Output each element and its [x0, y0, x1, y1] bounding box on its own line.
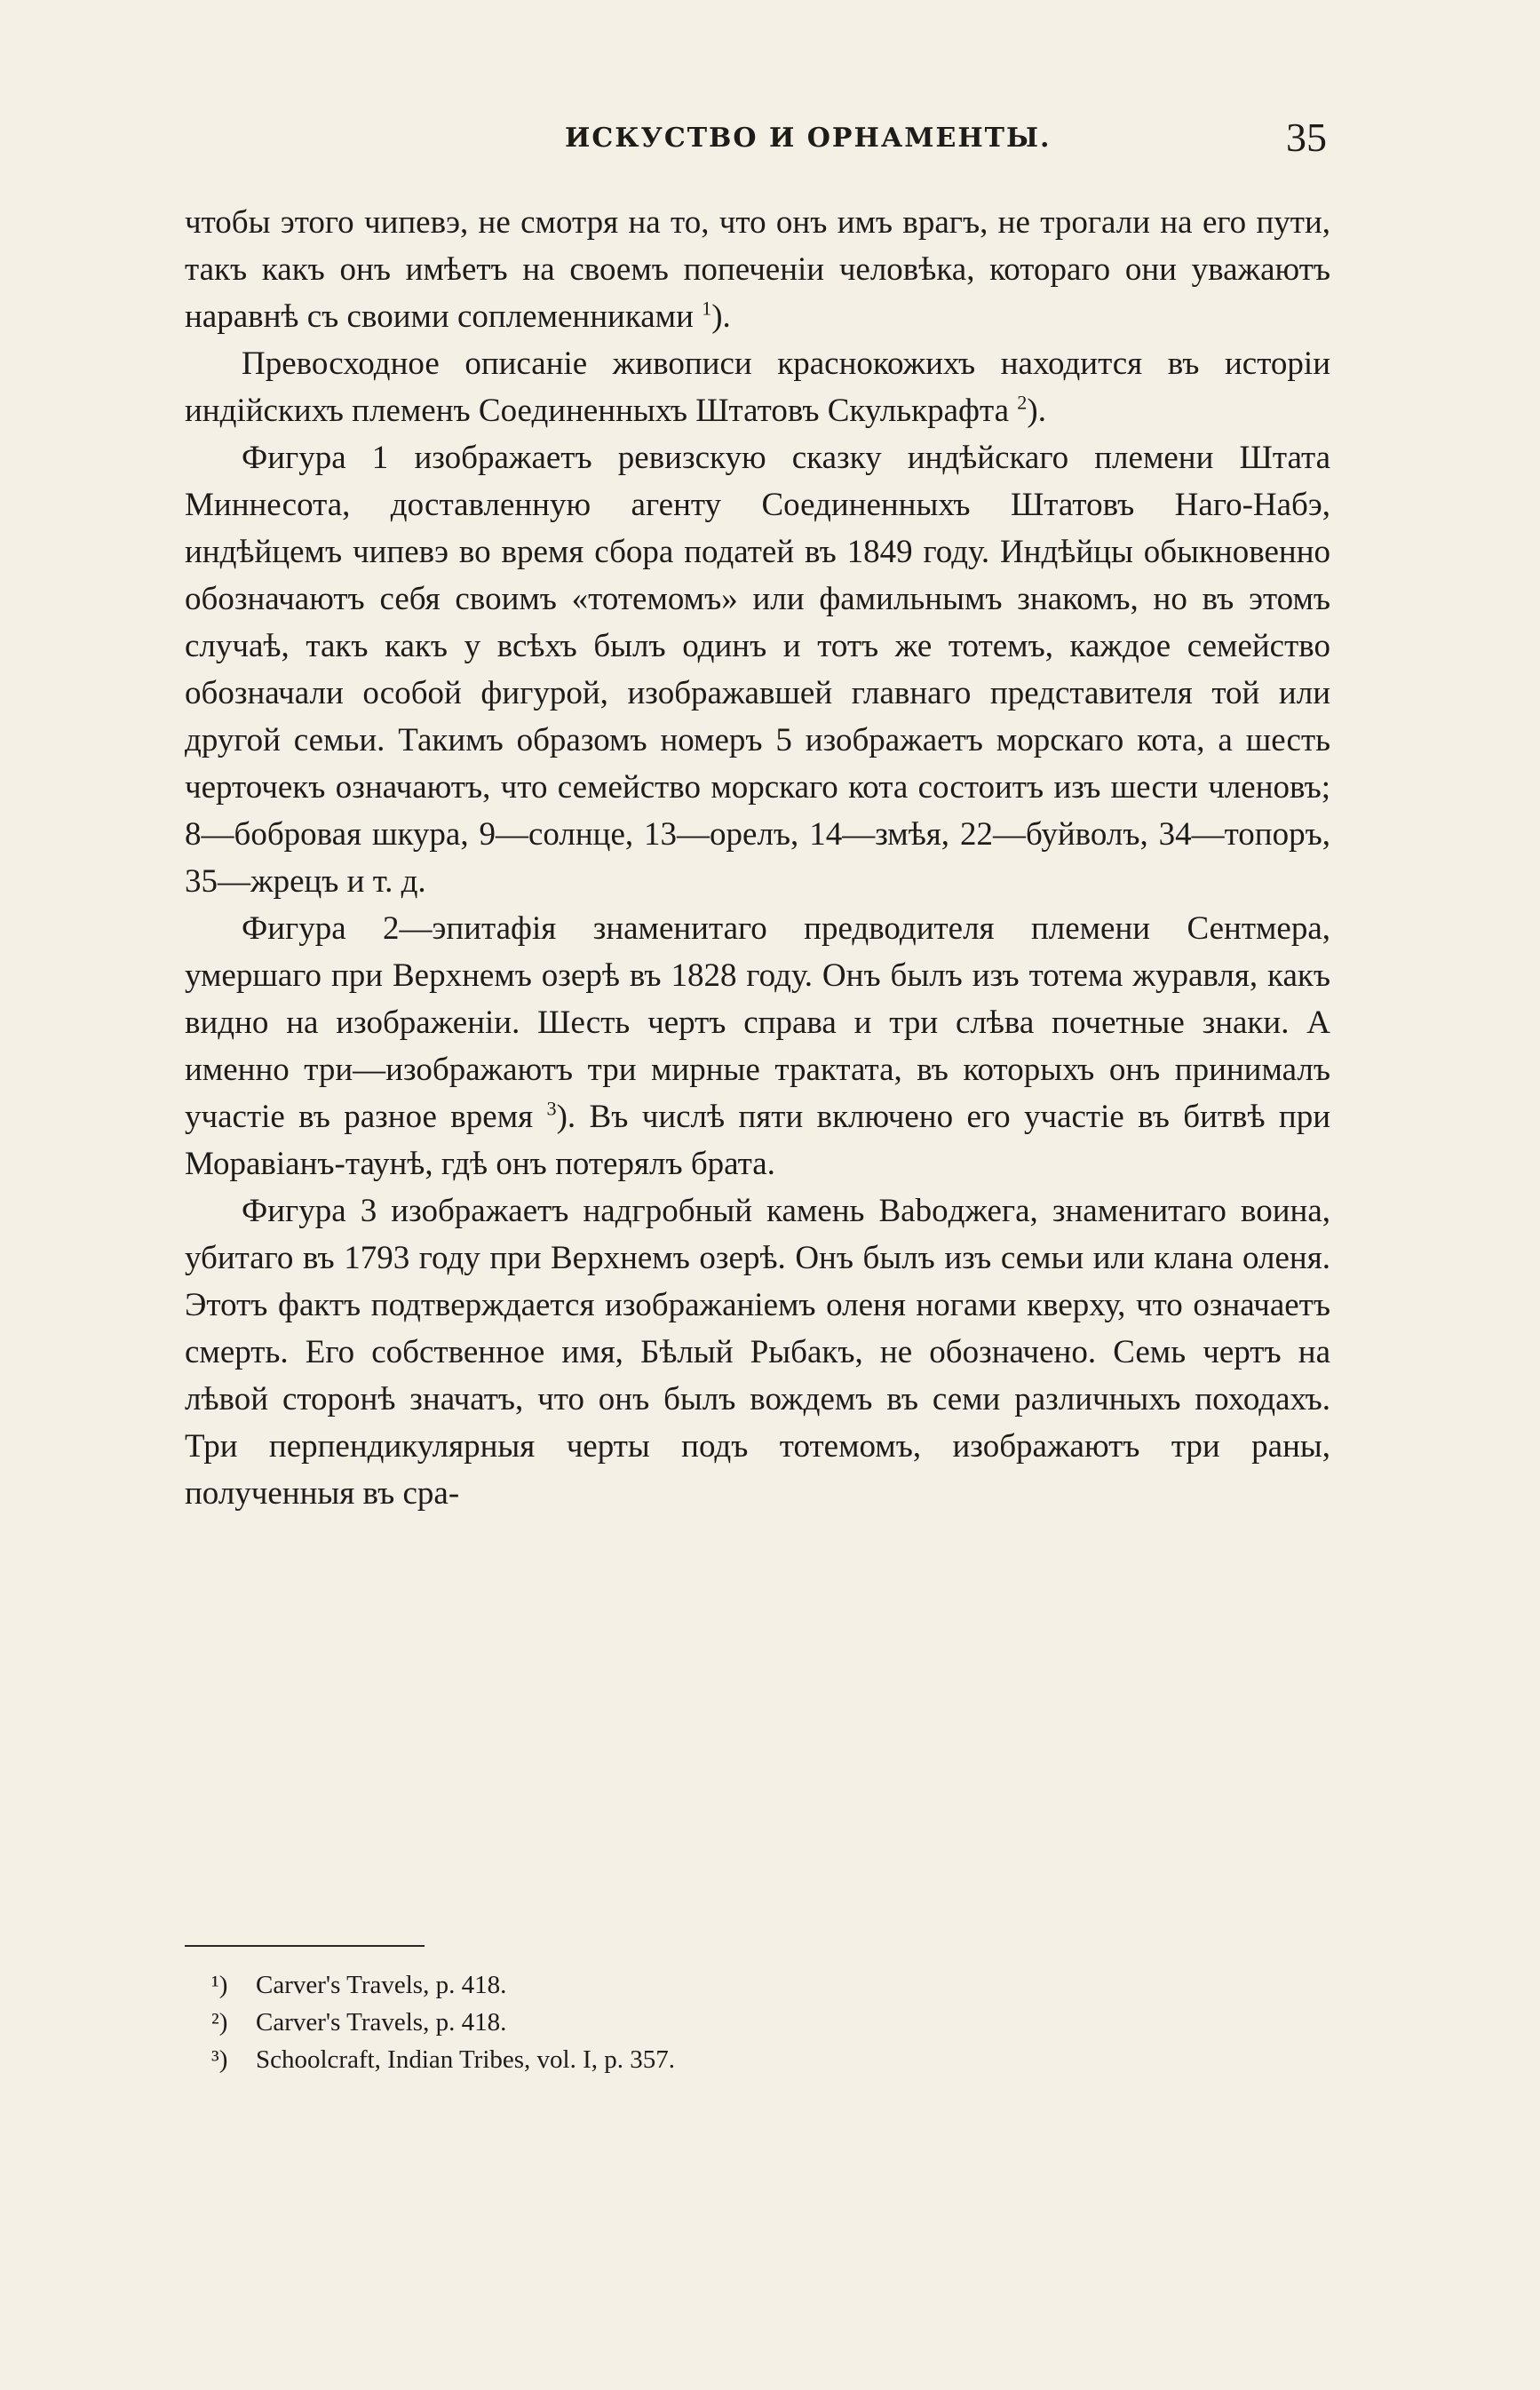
footnote-ref: 1 [702, 297, 712, 320]
paragraph-2 [185, 340, 1330, 434]
paragraph-text: Превосходное описаніе живописи краснокожихъ находится въ исторіи индійскихъ племенъ Соединенныхъ Штатовъ Скулькрафта [185, 345, 1330, 429]
footnote-ref: 2 [1017, 391, 1028, 414]
footnote-ref: 3 [546, 1097, 557, 1120]
paragraph-text: Фигура 3 изображаетъ надгробный камень Ваboджега, знаменитаго воина, убитаго въ 1793 году при Верхнемъ озерѣ. Онъ былъ изъ семьи или клана оленя. Этотъ фактъ подтверждается изображаніемъ оленя ногами кверху, что означаетъ смерть. Его собственное имя, Бѣлый Рыбакъ, не обозначено. Семь чертъ на лѣвой сторонѣ значатъ, что онъ былъ вождемъ въ семи различныхъ походахъ. Три перпендикулярныя черты подъ тотемомъ, изображаютъ три раны, полученныя въ сра- [185, 1193, 1330, 1512]
footnote [211, 2004, 1188, 2041]
paragraph-tail: ). [1027, 393, 1046, 429]
page-number: 35 [1286, 115, 1327, 160]
paragraph-5 [185, 1187, 1330, 1517]
running-title: ИСКУСТВО И ОРНАМЕНТЫ. [565, 123, 1052, 154]
footnotes-divider [185, 1945, 425, 1947]
footnote-text: Carver's Travels, p. 418. [256, 2008, 507, 2037]
footnote [211, 2041, 1188, 2078]
footnote-mark: ¹) [211, 1971, 228, 1999]
paragraph-text: Фигура 1 изображаетъ ревизскую сказку индѣйскаго племени Штата Миннесота, доставленную агенту Соединенныхъ Штатовъ Наго-Набэ, индѣйцемъ чипевэ во время сбора податей въ 1849 году. Индѣйцы обыкновенно обозначаютъ себя своимъ «тотемомъ» или фамильнымъ знакомъ, но въ этомъ случаѣ, такъ какъ у всѣхъ былъ одинъ и тотъ же тотемъ, каждое семейство обозначали особой фигурой, изображавшей главнаго представителя той или другой семьи. Такимъ образомъ номеръ 5 изображаетъ морскаго кота, а шесть черточекъ означаютъ, что семейство морскаго кота состоитъ изъ шести членовъ; 8—бобровая шкура, 9—солнце, 13—орелъ, 14—змѣя, 22—буйволъ, 34—топоръ, 35—жрецъ и т. д. [185, 440, 1330, 900]
body-text [185, 199, 1330, 1517]
footnote-mark: ³) [211, 2045, 228, 2074]
paragraph-text: чтобы этого чипевэ, не смотря на то, что онъ имъ врагъ, не трогали на его пути, такъ какъ онъ имѣетъ на своемъ попеченіи человѣка, котораго они уважаютъ наравнѣ съ своими соплеменниками [185, 204, 1330, 335]
paragraph-tail: ). [711, 298, 731, 335]
paragraph-text: Фигура 2—эпитафія знаменитаго предводителя племени Сентмера, умершаго при Верхнемъ озерѣ въ 1828 году. Онъ былъ изъ тотема журавля, какъ видно на изображеніи. Шесть чертъ справа и три слѣва почетные знаки. А именно три—изображаютъ три мирные трактата, въ которыхъ онъ принималъ участіе въ разное время [185, 910, 1330, 1135]
footnote-mark: ²) [211, 2008, 228, 2037]
paragraph-tail: ). Въ числѣ пяти включено его участіе въ битвѣ при Моравіанъ-таунѣ, гдѣ онъ потерялъ брата. [185, 1099, 1331, 1182]
footnote-text: Carver's Travels, p. 418. [256, 1971, 507, 1999]
footnote-text: Schoolcraft, Indian Tribes, vol. I, p. 357. [256, 2045, 676, 2074]
paragraph-1 [185, 199, 1330, 340]
running-head [0, 114, 1540, 167]
paragraph-4 [185, 905, 1330, 1187]
paragraph-3 [185, 434, 1330, 905]
footnotes [211, 1966, 1188, 2078]
footnote [211, 1966, 1188, 2004]
